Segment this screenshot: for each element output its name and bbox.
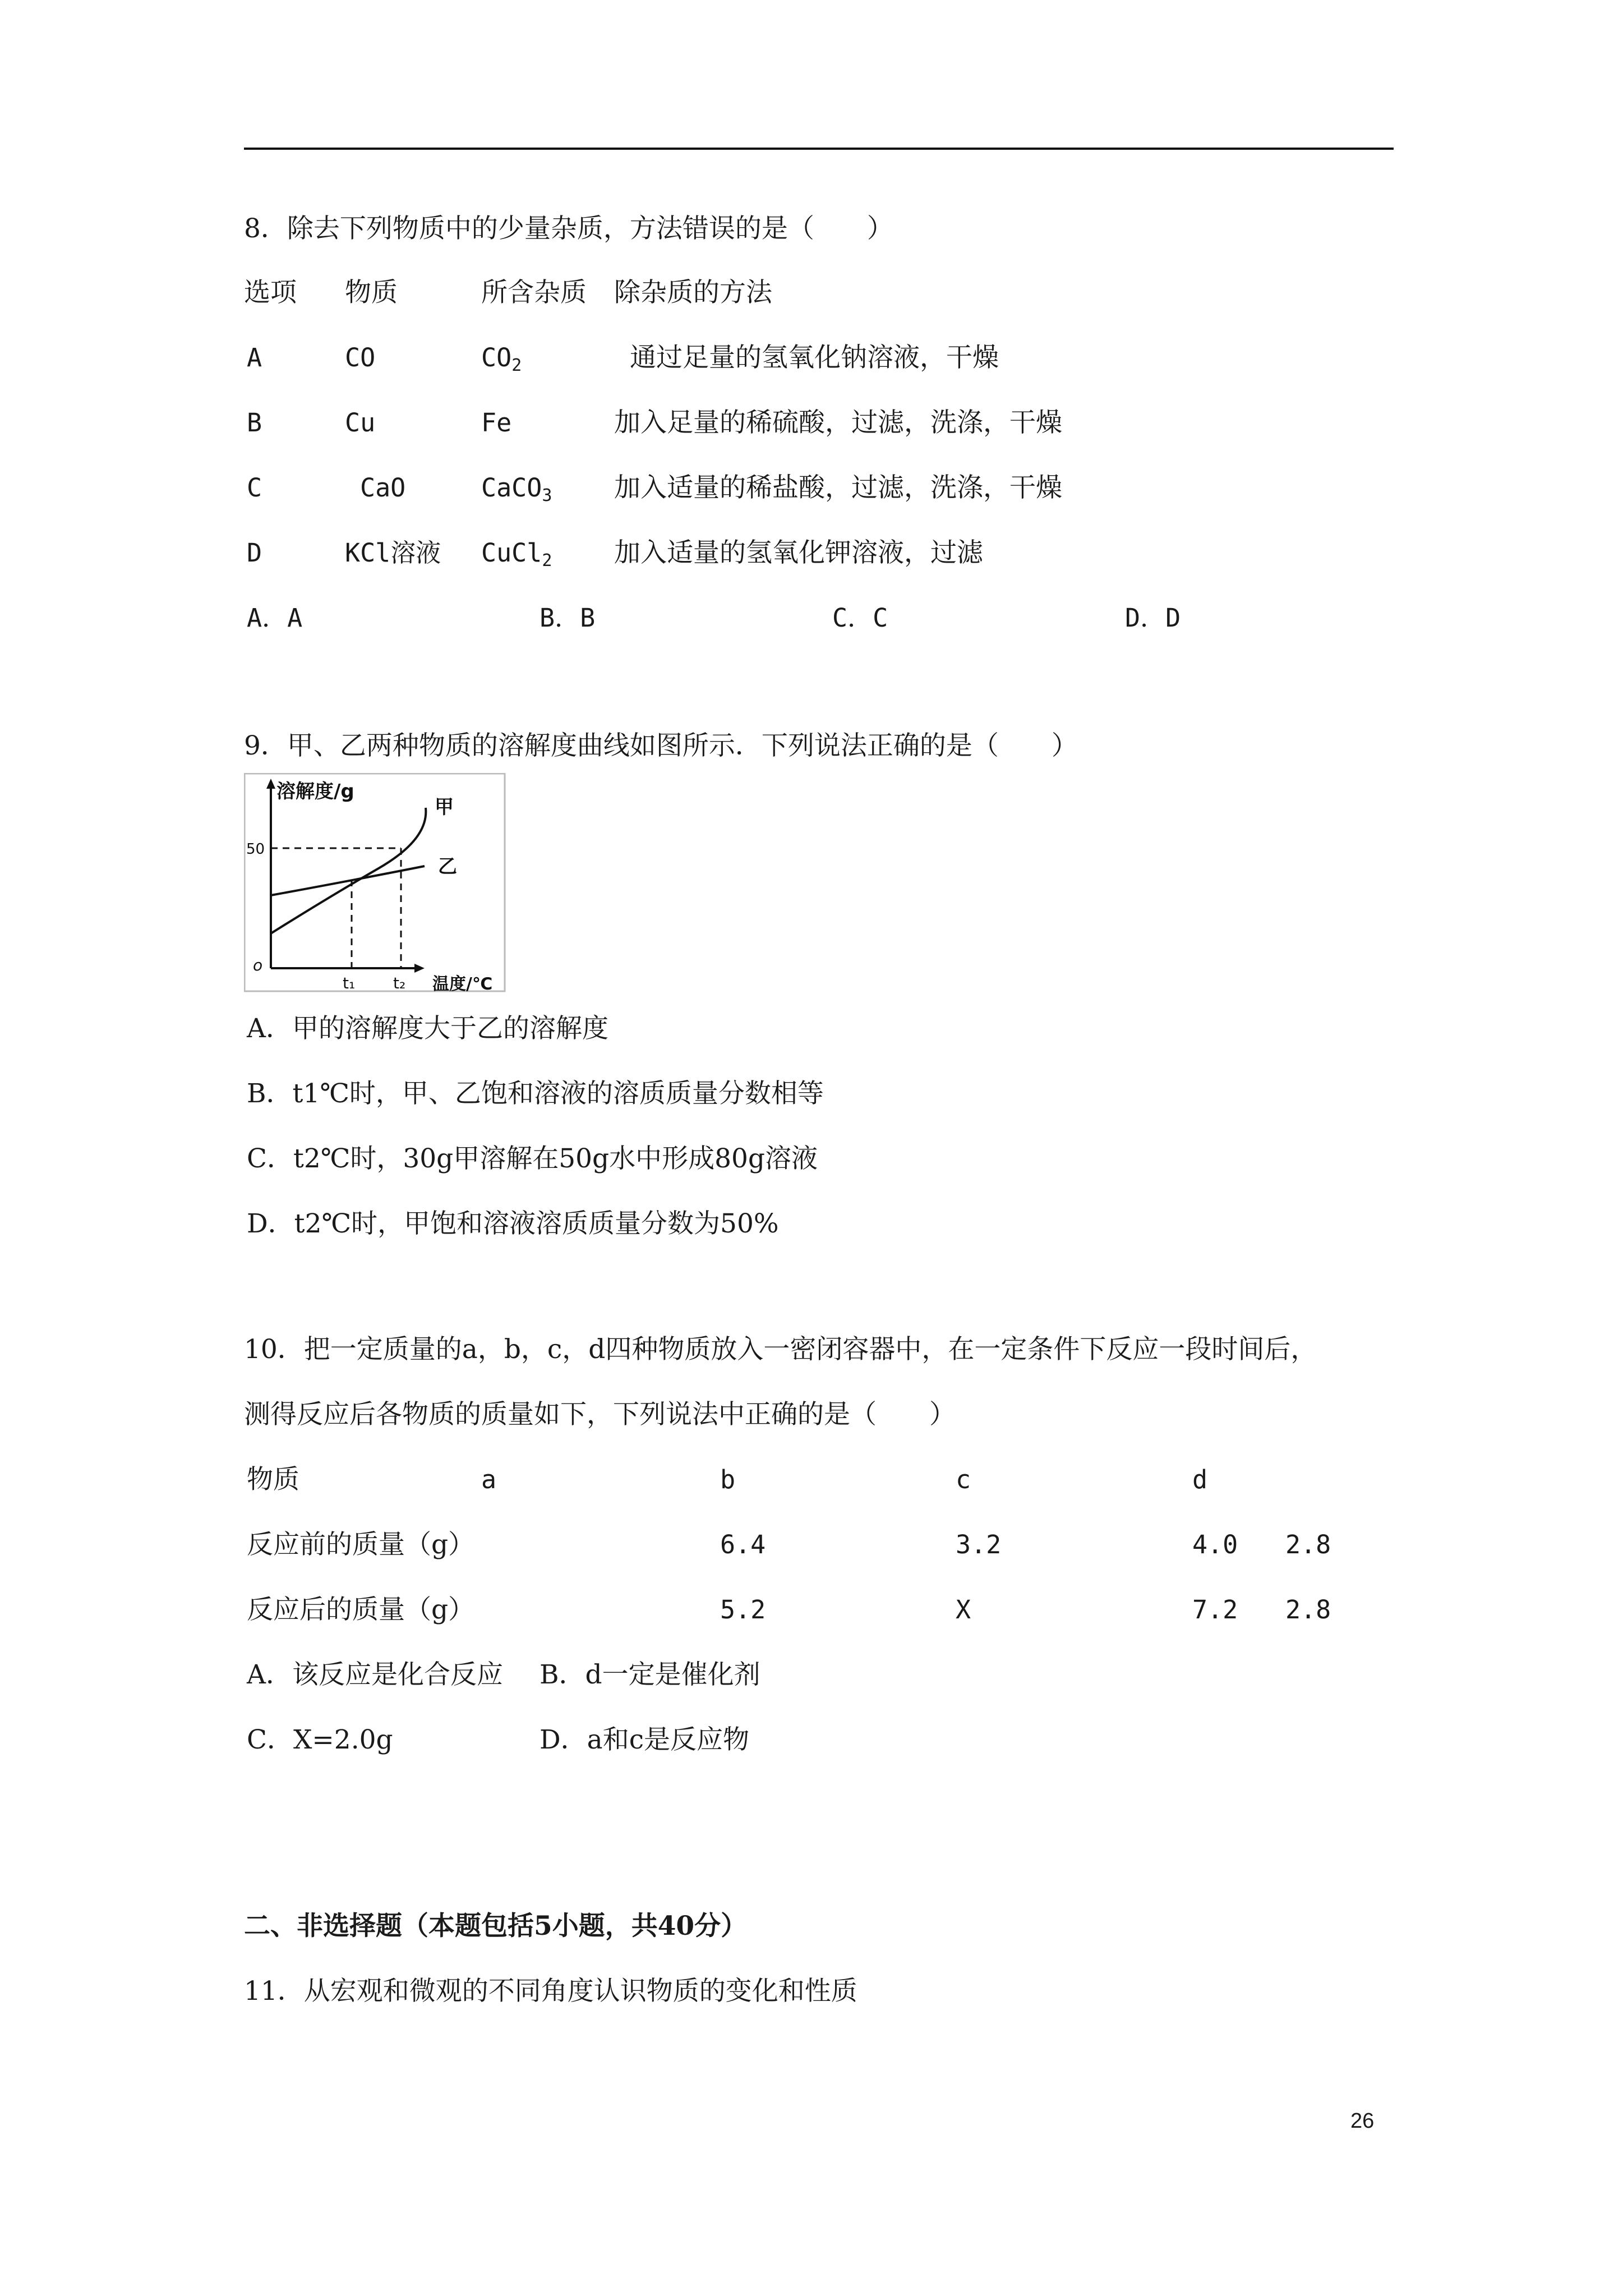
q11-stem: 11．从宏观和微观的不同角度认识物质的变化和性质 [244, 1976, 857, 2007]
q8-choice-c: C．C [832, 603, 888, 633]
y-tick-50: 50 [246, 841, 265, 858]
q8-choice-b: B．B [540, 603, 596, 633]
q8-row-substance: CO [345, 343, 376, 372]
q8-row-impurity: CaCO$_3$ [481, 473, 552, 505]
q10-choice-b: B．d一定是催化剂 [540, 1659, 760, 1690]
q10-before-value: 4.0 [1192, 1530, 1238, 1559]
q8-row-option: D [247, 538, 262, 568]
q10-after-value: X [956, 1595, 971, 1625]
q8-row-option: C [247, 473, 262, 503]
q8-row-method: 加入足量的稀硫酸，过滤，洗涤，干燥 [614, 407, 1062, 438]
curve-yi [271, 866, 425, 895]
q8-row-impurity: CuCl$_2$ [481, 538, 552, 570]
q8-row-option: B [247, 408, 262, 438]
x-axis-arrow [414, 964, 425, 973]
q9-option-d: D．t2℃时，甲饱和溶液溶质质量分数为50% [247, 1208, 779, 1239]
q10-before-label: 反应前的质量（g） [247, 1529, 475, 1560]
q9-stem: 9．甲、乙两种物质的溶解度曲线如图所示．下列说法正确的是（ ） [244, 730, 1078, 761]
q10-after-value: 5.2 [720, 1595, 766, 1625]
q10-before-value: 2.8 [1285, 1530, 1331, 1559]
q8-row-method: 加入适量的氢氧化钾溶液，过滤 [614, 537, 983, 568]
q10-choice-c: C．X=2.0g [247, 1724, 393, 1755]
q10-choice-a: A．该反应是化合反应 [247, 1659, 503, 1690]
q10-choice-d: D．a和c是反应物 [540, 1724, 750, 1755]
q10-before-value: 3.2 [956, 1530, 1002, 1559]
page-number: 26 [1350, 2109, 1375, 2133]
solubility-curve-graph [244, 773, 509, 993]
q9-option-a: A．甲的溶解度大于乙的溶解度 [247, 1013, 608, 1044]
q8-row-substance: KCl溶液 [345, 538, 441, 568]
q8-row-method: 加入适量的稀盐酸，过滤，洗涤，干燥 [614, 472, 1062, 503]
q10-after-value: 2.8 [1285, 1595, 1331, 1625]
q8-row-impurity: Fe [481, 408, 512, 438]
x-tick-t2: t₂ [393, 974, 406, 992]
q10-header-d: d [1192, 1465, 1208, 1494]
q10-header-c: c [956, 1465, 971, 1494]
q9-option-c: C．t2℃时，30g甲溶解在50g水中形成80g溶液 [247, 1143, 818, 1174]
curve-label-yi: 乙 [438, 855, 457, 878]
q8-row-substance: Cu [345, 408, 376, 438]
q10-header-b: b [720, 1465, 736, 1494]
q10-header-label: 物质 [247, 1464, 299, 1495]
q8-row-impurity: $CO_2$ [481, 343, 522, 375]
q10-stem-line1: 10．把一定质量的a，b，c，d四种物质放入一密闭容器中，在一定条件下反应一段时间后， [244, 1334, 1317, 1365]
q8-header-impurity: 所含杂质 [481, 277, 587, 308]
q8-row-option: A [247, 343, 262, 372]
q10-after-value: 7.2 [1192, 1595, 1238, 1625]
q8-stem: 8．除去下列物质中的少量杂质，方法错误的是（ ） [244, 213, 893, 244]
graph-frame [245, 774, 505, 991]
q8-row-method: 通过足量的氢氧化钠溶液，干燥 [630, 342, 999, 373]
y-axis-label: 溶解度/g [276, 780, 354, 803]
x-axis-label: 温度/℃ [432, 974, 493, 993]
q9-option-b: B．t1℃时，甲、乙饱和溶液的溶质质量分数相等 [247, 1078, 824, 1109]
x-tick-t1: t₁ [343, 974, 356, 992]
q10-before-value: 6.4 [720, 1530, 766, 1559]
section2-title: 二、非选择题（本题包括5小题，共40分） [244, 1911, 748, 1941]
q8-header-method: 除杂质的方法 [614, 277, 772, 308]
q10-after-label: 反应后的质量（g） [247, 1594, 475, 1625]
q8-choice-a: A．A [247, 603, 303, 633]
origin-label: o [253, 956, 263, 974]
q8-header-option: 选项 [244, 277, 297, 308]
curve-label-jia: 甲 [435, 796, 454, 818]
q10-header-a: a [481, 1465, 497, 1494]
q8-header-substance: 物质 [345, 277, 398, 308]
q10-stem-line2: 测得反应后各物质的质量如下，下列说法中正确的是（ ） [244, 1399, 956, 1430]
q8-row-substance: CaO [360, 473, 406, 503]
y-axis-arrow [266, 779, 275, 789]
header-rule [244, 148, 1394, 150]
q8-choice-d: D．D [1125, 603, 1181, 633]
